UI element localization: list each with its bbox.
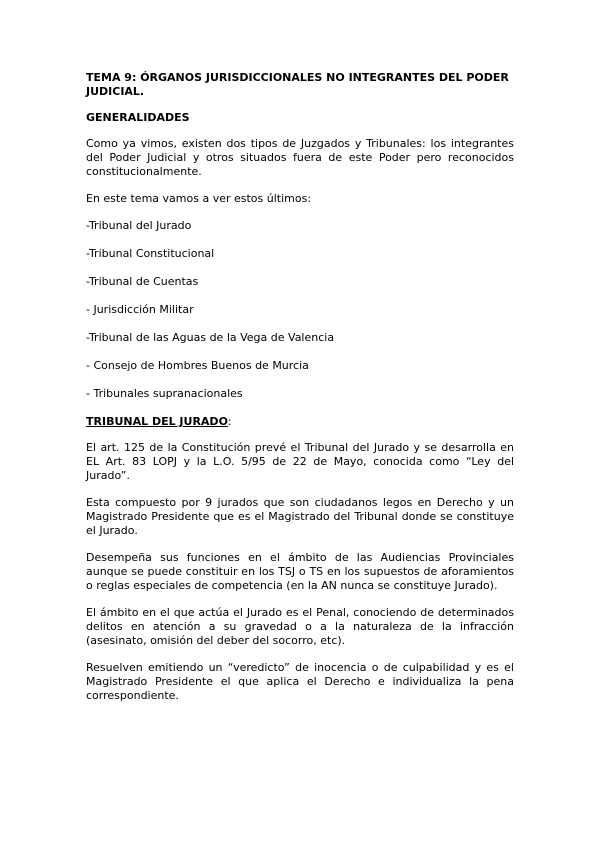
paragraph: Resuelven emitiendo un “veredicto” de inocencia o de culpabilidad y es el Magistrado Presidente el que aplica el Derecho e individualiza la pena correspondiente.: [86, 661, 514, 702]
section-heading-generalidades: GENERALIDADES: [86, 111, 190, 124]
section-heading-colon: :: [227, 415, 232, 428]
section-heading-tribunal-del-jurado: [86, 415, 514, 429]
paragraph: En este tema vamos a ver estos últimos:: [86, 192, 312, 205]
list-item: -Tribunal de las Aguas de la Vega de Valencia: [86, 331, 335, 344]
paragraph: El art. 125 de la Constitución prevé el Tribunal del Jurado y se desarrolla en EL Art. 83 LOPJ y la L.O. 5/95 de 22 de Mayo, conocida como “Ley del Jurado”.: [86, 441, 514, 482]
paragraph: Esta compuesto por 9 jurados que son ciudadanos legos en Derecho y un Magistrado Presidente que es el Magistrado del Tribunal donde se constituye el Jurado.: [86, 496, 514, 537]
court-list: [86, 219, 514, 401]
document-title: TEMA 9: ÓRGANOS JURISDICCIONALES NO INTEGRANTES DEL PODER JUDICIAL.: [86, 71, 509, 98]
list-item: -Tribunal Constitucional: [86, 247, 215, 260]
section-heading-text: TRIBUNAL DEL JURADO: [86, 415, 228, 428]
list-item: -Tribunal del Jurado: [86, 219, 192, 232]
paragraph: Como ya vimos, existen dos tipos de Juzgados y Tribunales: los integrantes del Poder Judicial y otros situados fuera de este Poder pero reconocidos constitucionalmente.: [86, 137, 514, 178]
document-page: [86, 71, 514, 716]
paragraph: Desempeña sus funciones en el ámbito de las Audiencias Provinciales aunque se puede constituir en los TSJ o TS en los supuestos de aforamientos o reglas especiales de competencia (en la AN nunca se constituye Jurado).: [86, 551, 514, 592]
list-item: -Tribunal de Cuentas: [86, 275, 199, 288]
paragraph: El ámbito en el que actúa el Jurado es el Penal, conociendo de determinados delitos en atención a su gravedad o a la naturaleza de la infracción (asesinato, omisión del deber del socorro, etc).: [86, 606, 514, 647]
list-item: - Consejo de Hombres Buenos de Murcia: [86, 359, 309, 372]
list-item: - Tribunales supranacionales: [86, 387, 243, 400]
list-item: - Jurisdicción Militar: [86, 303, 194, 316]
